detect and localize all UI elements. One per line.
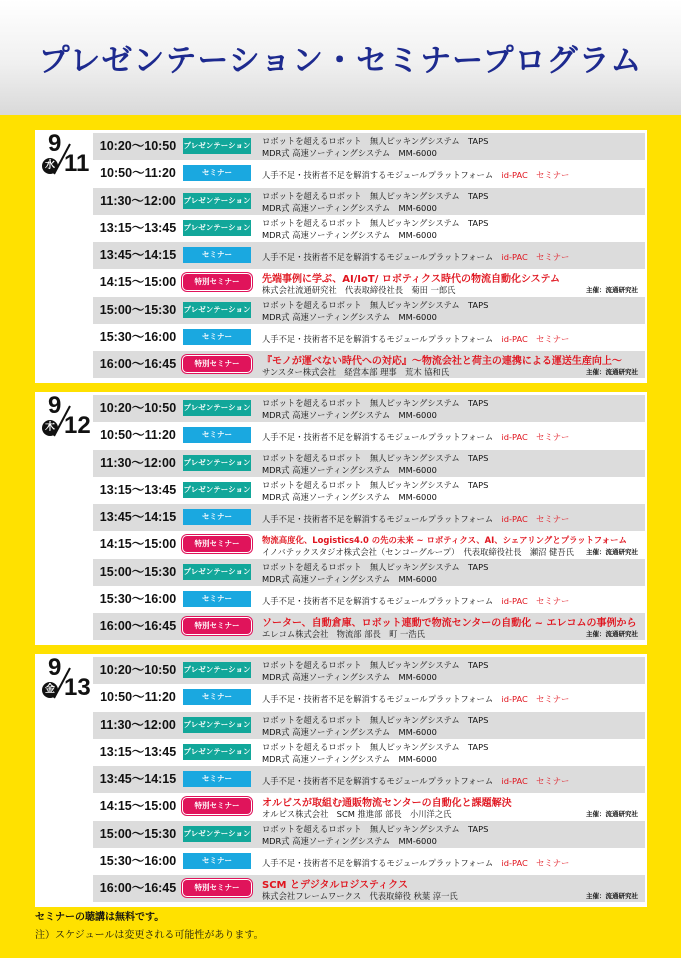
session-line-1: ロボットを超えるロボット 無人ピッキングシステム TAPS [262,823,489,834]
session-text: 人手不足・技術者不足を解消するモジュールプラットフォーム [262,252,494,263]
session-line-2: MDR式 高速ソーティングシステム MM-6000 [262,229,437,240]
session-row [93,684,645,711]
session-type-badge: 特別セミナー [183,880,251,896]
date-month: 9 [48,130,62,157]
session-line [262,775,569,787]
session-time: 13:15～13:45 [99,482,177,497]
special-title: 先端事例に学ぶ、AI/IoT/ ロボティクス時代の物流自動化システム [262,274,560,286]
session-row [93,821,645,848]
session-type-badge: プレゼンテーション [183,826,251,842]
session-row [93,450,645,477]
session-type-badge: プレゼンテーション [183,400,251,416]
session-type-badge: セミナー [183,165,251,181]
session-type-badge: セミナー [183,689,251,705]
session-time: 10:50～11:20 [100,166,176,181]
session-highlight: id-PAC セミナー [501,252,570,263]
session-text: 人手不足・技術者不足を解消するモジュールプラットフォーム [262,432,494,443]
session-row [93,657,645,684]
special-title: SCM とデジタルロジスティクス [262,880,408,892]
session-type-badge: プレゼンテーション [183,482,251,498]
session-line-2: MDR式 高速ソーティングシステム MM-6000 [262,410,437,420]
session-row [93,215,645,242]
footer [35,908,264,941]
session-type-badge: 特別セミナー [183,356,251,372]
session-type-badge: セミナー [183,509,251,525]
session-description [262,531,642,558]
session-row [93,739,645,766]
organizer-label: 主催：流通研究社 [586,810,638,819]
session-row [93,793,645,820]
session-highlight: id-PAC セミナー [501,694,570,705]
session-highlight: id-PAC セミナー [501,776,570,787]
session-time: 11:30～12:00 [100,717,176,732]
session-description [262,422,642,449]
session-line-2: MDR式 高速ソーティングシステム MM-6000 [262,726,437,737]
session-row [93,422,645,449]
session-row [93,586,645,613]
session-row [93,351,645,378]
session-description [262,848,642,875]
session-time: 10:20～10:50 [99,663,177,677]
session-line-1: ロボットを超えるロボット 無人ピッキングシステム TAPS [262,561,489,572]
session-type-badge: プレゼンテーション [183,138,251,154]
session-type-badge: 特別セミナー [183,798,251,814]
date-label [35,654,93,724]
session-type-badge: 特別セミナー [183,618,251,634]
session-description [262,133,642,160]
special-speaker: サンスター株式会社 経営本部 理事 荒木 協和氏 [262,367,450,378]
session-time: 16:00～16:45 [99,357,177,372]
session-line [262,513,569,525]
session-time: 16:00～16:45 [99,619,177,634]
session-type-badge: プレゼンテーション [183,193,251,209]
session-time: 15:30～16:00 [99,592,177,607]
session-description [262,559,642,586]
special-speaker: オルビス株式会社 SCM 推進部 部長 小川洋之氏 [262,809,452,820]
session-description [262,269,642,296]
organizer-label: 主催：流通研究社 [586,630,638,639]
session-text: 人手不足・技術者不足を解消するモジュールプラットフォーム [262,170,494,181]
session-description [262,324,642,351]
session-line-2: MDR式 高速ソーティングシステム MM-6000 [262,753,437,764]
session-text: 人手不足・技術者不足を解消するモジュールプラットフォーム [262,858,494,869]
session-line-2: MDR式 高速ソーティングシステム MM-6000 [262,311,437,322]
session-description [262,657,642,684]
session-row [93,766,645,793]
session-description [262,477,642,504]
session-description [262,875,642,902]
header [0,0,681,115]
session-time: 15:00～15:30 [99,302,177,317]
session-line-1: ロボットを超えるロボット 無人ピッキングシステム TAPS [262,398,489,408]
session-time: 13:45～14:15 [99,772,177,787]
session-text: 人手不足・技術者不足を解消するモジュールプラットフォーム [262,596,494,607]
session-line-1: ロボットを超えるロボット 無人ピッキングシステム TAPS [262,479,489,490]
session-line-1: ロボットを超えるロボット 無人ピッキングシステム TAPS [262,741,489,752]
session-row [93,559,645,586]
session-time: 15:00～15:30 [99,826,177,841]
session-type-badge: プレゼンテーション [183,220,251,236]
date-day: 11 [64,150,90,177]
session-time: 16:00～16:45 [99,881,177,896]
day-panel-1 [35,392,647,645]
session-row [93,324,645,351]
session-line-1: ロボットを超えるロボット 無人ピッキングシステム TAPS [262,217,489,228]
session-type-badge: セミナー [183,771,251,787]
session-description [262,684,642,711]
special-title: ソーター、自動倉庫、ロボット連動で物流センターの自動化 ~ エレコムの事例から [262,618,637,630]
special-speaker: 株式会社フレームワークス 代表取締役 秋葉 淳一氏 [262,891,458,902]
session-description [262,242,642,269]
session-time: 10:20～10:50 [99,401,177,415]
session-time: 13:15～13:45 [99,220,177,235]
weekday-badge: 水 [42,158,58,174]
session-text: 人手不足・技術者不足を解消するモジュールプラットフォーム [262,334,494,345]
session-time: 15:30～16:00 [99,330,177,345]
session-row [93,395,645,422]
session-type-badge: セミナー [183,247,251,263]
weekday-badge: 金 [42,682,58,698]
session-line [262,333,569,345]
session-row [93,504,645,531]
session-time: 10:20～10:50 [99,139,177,153]
session-row [93,160,645,187]
special-title: オルビスが取組む通販物流センターの自動化と課題解決 [262,798,512,810]
session-row [93,297,645,324]
day-panel-2 [35,654,647,907]
session-text: 人手不足・技術者不足を解消するモジュールプラットフォーム [262,776,494,787]
organizer-label: 主催：流通研究社 [586,892,638,901]
session-line-2: MDR式 高速ソーティングシステム MM-6000 [262,202,437,213]
session-line-1: ロボットを超えるロボット 無人ピッキングシステム TAPS [262,452,489,463]
session-line-2: MDR式 高速ソーティングシステム MM-6000 [262,464,437,475]
session-time: 14:15～15:00 [99,537,177,552]
session-line [262,693,569,705]
session-line-1: ロボットを超えるロボット 無人ピッキングシステム TAPS [262,299,489,310]
session-line-2: MDR式 高速ソーティングシステム MM-6000 [262,491,437,502]
special-title: 物流高度化、Logistics4.0 の先の未来 ~ ロボティクス、AI、シェアリングとプラットフォーム [262,535,627,546]
date-label [35,392,93,462]
session-line-1: ロボットを超えるロボット 無人ピッキングシステム TAPS [262,660,489,670]
session-row [93,242,645,269]
day-panel-0 [35,130,647,383]
session-line-1: ロボットを超えるロボット 無人ピッキングシステム TAPS [262,190,489,201]
session-type-badge: 特別セミナー [183,274,251,290]
session-highlight: id-PAC セミナー [501,596,570,607]
session-line-2: MDR式 高速ソーティングシステム MM-6000 [262,148,437,158]
session-text: 人手不足・技術者不足を解消するモジュールプラットフォーム [262,694,494,705]
session-text: 人手不足・技術者不足を解消するモジュールプラットフォーム [262,514,494,525]
session-row [93,188,645,215]
session-type-badge: プレゼンテーション [183,717,251,733]
session-time: 13:15～13:45 [99,744,177,759]
session-time: 13:45～14:15 [99,248,177,263]
organizer-label: 主催：流通研究社 [586,548,638,557]
session-line-2: MDR式 高速ソーティングシステム MM-6000 [262,835,437,846]
session-time: 10:50～11:20 [100,428,176,443]
session-description [262,188,642,215]
session-row [93,712,645,739]
session-description [262,766,642,793]
session-description [262,351,642,378]
session-highlight: id-PAC セミナー [501,514,570,525]
session-time: 14:15～15:00 [99,275,177,290]
session-description [262,395,642,422]
session-type-badge: セミナー [183,591,251,607]
session-row [93,269,645,296]
session-type-badge: プレゼンテーション [183,564,251,580]
session-highlight: id-PAC セミナー [501,858,570,869]
session-line [262,595,569,607]
free-notice: セミナーの聴講は無料です。 [35,912,165,923]
session-type-badge: プレゼンテーション [183,744,251,760]
weekday-badge: 木 [42,420,58,436]
special-speaker: 株式会社流通研究社 代表取締役社長 菊田 一郎氏 [262,285,456,296]
session-type-badge: プレゼンテーション [183,455,251,471]
session-time: 14:15～15:00 [99,799,177,814]
session-description [262,821,642,848]
page-title: プレゼンテーション・セミナープログラム [38,43,643,79]
session-row [93,477,645,504]
session-description [262,215,642,242]
session-line [262,251,569,263]
session-list [93,133,645,379]
session-row [93,531,645,558]
session-type-badge: セミナー [183,329,251,345]
session-line-1: ロボットを超えるロボット 無人ピッキングシステム TAPS [262,714,489,725]
session-time: 15:00～15:30 [99,564,177,579]
session-type-badge: セミナー [183,427,251,443]
session-line-2: MDR式 高速ソーティングシステム MM-6000 [262,672,437,682]
session-description [262,739,642,766]
date-month: 9 [48,392,62,419]
session-list [93,657,645,903]
session-time: 11:30～12:00 [100,455,176,470]
session-description [262,297,642,324]
session-type-badge: プレゼンテーション [183,662,251,678]
schedule-note: 注）スケジュールは変更される可能性があります。 [35,930,264,941]
session-row [93,133,645,160]
session-line-1: ロボットを超えるロボット 無人ピッキングシステム TAPS [262,136,489,146]
session-highlight: id-PAC セミナー [501,334,570,345]
special-title: 『モノが運べない時代への対応』～物流会社と荷主の連携による運送生産向上～ [262,356,622,368]
session-type-badge: 特別セミナー [183,536,251,552]
session-time: 10:50～11:20 [100,690,176,705]
session-type-badge: セミナー [183,853,251,869]
session-list [93,395,645,641]
session-description [262,613,642,640]
session-time: 11:30～12:00 [100,193,176,208]
session-time: 13:45～14:15 [99,510,177,525]
session-description [262,504,642,531]
special-speaker: イノバテックスタジオ株式会社（センコーグループ） 代表取締役社長 瀬沼 健吾氏 [262,547,574,558]
date-day: 12 [64,412,91,439]
session-description [262,160,642,187]
date-month: 9 [48,654,62,681]
session-description [262,712,642,739]
session-line-2: MDR式 高速ソーティングシステム MM-6000 [262,573,437,584]
session-description [262,793,642,820]
session-highlight: id-PAC セミナー [501,170,570,181]
session-highlight: id-PAC セミナー [501,432,570,443]
session-line [262,431,569,443]
special-speaker: エレコム株式会社 物流部 部長 町 一浩氏 [262,629,425,640]
session-description [262,450,642,477]
session-line [262,857,569,869]
session-type-badge: プレゼンテーション [183,302,251,318]
session-description [262,586,642,613]
date-day: 13 [64,674,91,701]
organizer-label: 主催：流通研究社 [586,286,638,295]
session-line [262,169,569,181]
session-row [93,848,645,875]
session-row [93,613,645,640]
date-label [35,130,93,200]
session-time: 15:30～16:00 [99,854,177,869]
session-row [93,875,645,902]
organizer-label: 主催：流通研究社 [586,368,638,377]
